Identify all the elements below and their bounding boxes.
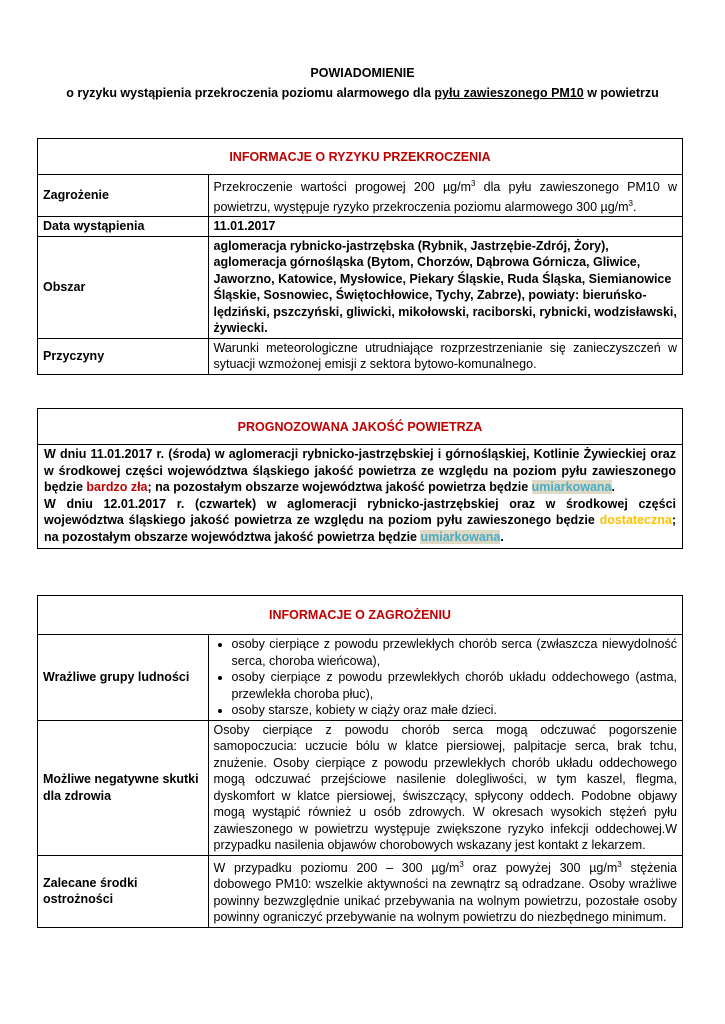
date-row [38, 217, 682, 237]
precautions-value: W przypadku poziomu 200 – 300 $\mu g/m^3$ oraz powyżej 300 $\mu g/m^3$ stężenia dobowego PM10: wszelkie aktywności na zewnątrz są odradzane. Osoby wrażliwe powinny bezwzględnie unikać przebywania na wolnym powietrzu, pozostałe osoby powinny ograniczyć przebywanie na wolnym powietrzu do niezbędnego minimum. [208, 855, 682, 927]
hazard-table [38, 635, 682, 927]
subtitle-pollutant: pyłu zawieszonego PM10 [434, 86, 584, 100]
area-label: Obszar [38, 236, 208, 338]
groups-label: Wrażliwe grupy ludności [38, 635, 208, 720]
quality-moderate-2: umiarkowana [420, 529, 501, 544]
forecast-section [37, 408, 683, 549]
list-item: • osoby starsze, kobiety w ciąży oraz małe dzieci. [232, 702, 678, 719]
groups-row [38, 635, 682, 720]
effects-label: Możliwe negatywne skutki dla zdrowia [38, 720, 208, 855]
causes-value: Warunki meteorologiczne utrudniające rozprzestrzenianie się zanieczyszczeń w sytuacji wzmożonej emisji z sektora bytowo-komunalnego. [208, 338, 682, 374]
hazard-heading: INFORMACJE O ZAGROŻENIU [38, 596, 682, 635]
quality-very-bad: bardzo zła [86, 480, 148, 494]
threat-label: Zagrożenie [38, 175, 208, 217]
date-label: Data wystąpienia [38, 217, 208, 237]
risk-heading: INFORMACJE O RYZYKU PRZEKROCZENIA [38, 139, 682, 175]
subtitle-pre: o ryzyku wystąpienia przekroczenia poziomu alarmowego dla [66, 86, 435, 100]
page-subtitle [0, 86, 725, 100]
forecast-day2: W dniu 12.01.2017 r. (czwartek) w aglomeracji rybnicko-jastrzębskiej oraz w środkowej części województwa śląskiego jakość powietrza ze względu na poziom pyłu zawieszonego będzie dostateczna; na pozostałym obszarze województwa jakość powietrza będzie umiarkowana. [44, 496, 676, 544]
list-item: • osoby cierpiące z powodu przewlekłych chorób układu oddechowego (astma, przewlekła choroba płuc), [232, 669, 678, 702]
quality-moderate-1: umiarkowana [531, 480, 612, 494]
groups-value [208, 635, 682, 720]
area-value: aglomeracja rybnicko-jastrzębska (Rybnik, Jastrzębie-Zdrój, Żory), aglomeracja górnośląska (Bytom, Chorzów, Dąbrowa Górnicza, Gliwice, Jaworzno, Katowice, Mysłowice, Piekary Śląskie, Ruda Śląska, Siemianowice Śląskie, Sosnowiec, Świętochłowice, Tychy, Zabrze), powiaty: bieruńsko-lędziński, pszczyński, gliwicki, mikołowski, raciborski, rybnicki, wodzisławski, żywiecki. [208, 236, 682, 338]
subtitle-post: w powietrzu [583, 86, 659, 100]
threat-value: Przekroczenie wartości progowej 200 $\mu g/m^3$ dla pyłu zawieszonego PM10 w powietrzu, występuje ryzyko przekroczenia poziomu alarmowego 300 $\mu g/m^3$. [213, 179, 677, 214]
page-title: POWIADOMIENIE [310, 66, 415, 80]
precautions-row [38, 855, 682, 927]
causes-label: Przyczyny [38, 338, 208, 374]
causes-row [38, 338, 682, 374]
forecast-text [38, 445, 682, 548]
risk-section [37, 138, 683, 375]
forecast-heading: PROGNOZOWANA JAKOŚĆ POWIETRZA [38, 409, 682, 445]
area-row [38, 236, 682, 338]
hazard-section [37, 595, 683, 928]
precautions-label: Zalecane środki ostrożności [38, 855, 208, 927]
effects-value: Osoby cierpiące z powodu chorób serca mogą odczuwać pogorszenie samopoczucia: uczucie bólu w klatce piersiowej, palpitacje serca, brak tchu, znużenie. Osoby cierpiące z powodu przewlekłych chorób układu oddechowego mogą odczuwać przejściowe nasilenie dolegliwości, w tym kaszel, flegma, dyskomfort w klatce piersiowej, świszczący, spłycony oddech. Podobne objawy mogą wystąpić również u osób zdrowych. W okresach wysokich stężeń pyłu zawieszonego w powietrzu występuje zwiększone ryzyko infekcji oddechowej.W przypadku nasilenia objawów chorobowych wskazany jest kontakt z lekarzem. [208, 720, 682, 855]
risk-table [38, 175, 682, 374]
list-item: • osoby cierpiące z powodu przewlekłych chorób serca (zwłaszcza niewydolność serca, choroba wieńcowa), [232, 636, 678, 669]
effects-row [38, 720, 682, 855]
forecast-day1: W dniu 11.01.2017 r. (środa) w aglomeracji rybnicko-jastrzębskiej i górnośląskiej, Kotlinie Żywieckiej oraz w środkowej części województwa śląskiego jakość powietrza ze względu na poziom pyłu zawieszonego będzie bardzo zła; na pozostałym obszarze województwa jakość powietrza będzie umiarkowana. [44, 447, 676, 494]
groups-list [214, 636, 678, 719]
date-value: 11.01.2017 [208, 217, 682, 237]
threat-row [38, 175, 682, 217]
quality-sufficient: dostateczna [599, 513, 672, 527]
